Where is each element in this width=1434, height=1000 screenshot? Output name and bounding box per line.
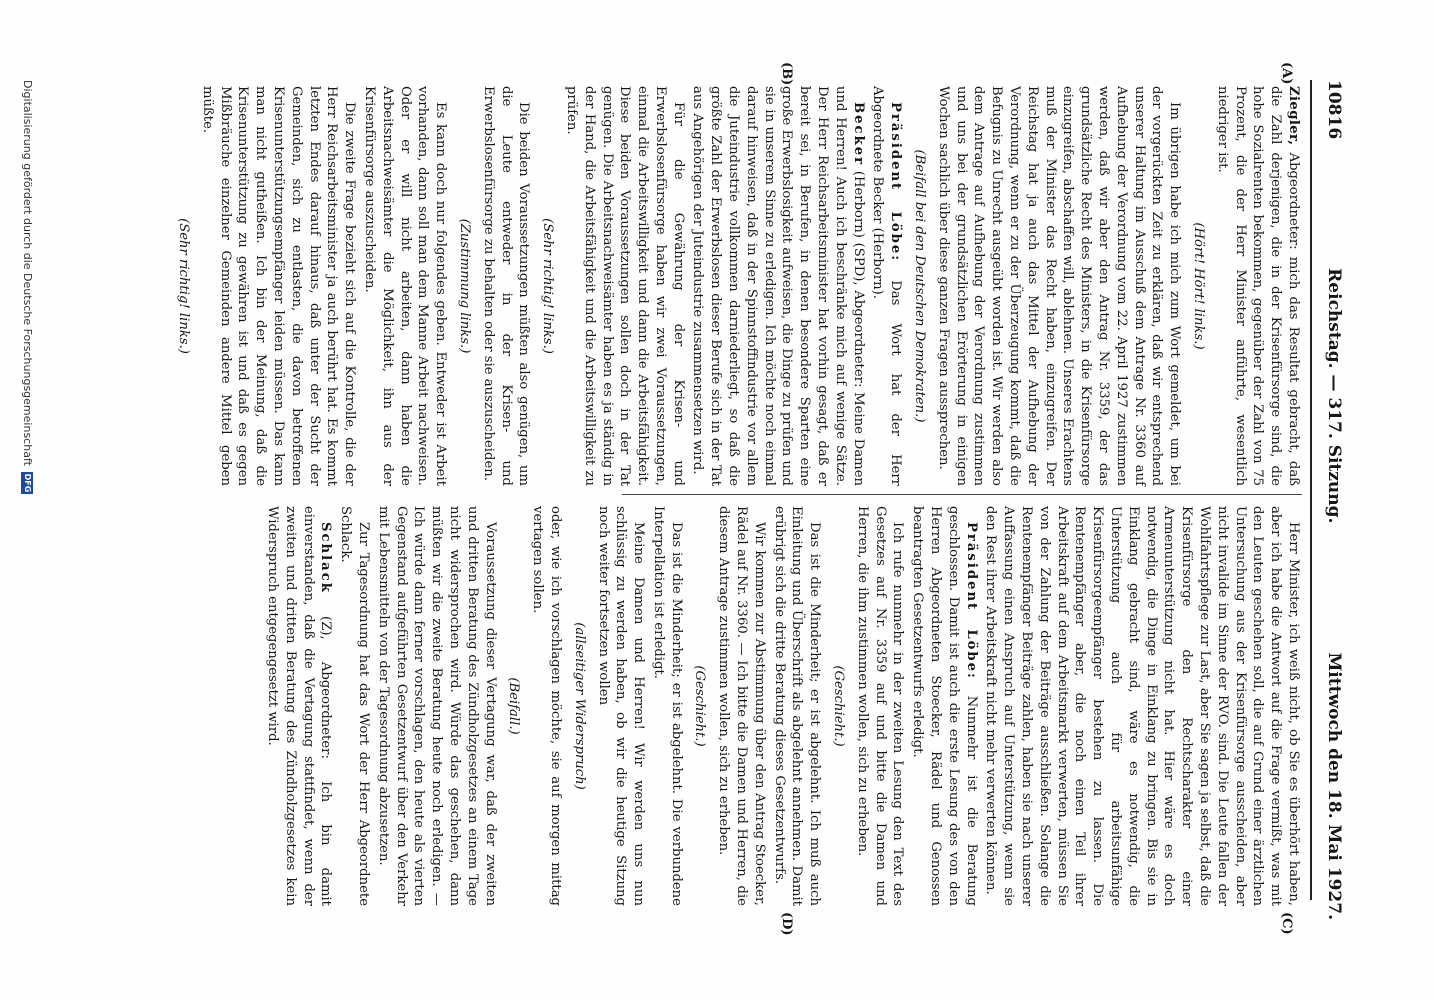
reaction: (Geschieht.) (692, 665, 708, 747)
paragraph: Für die Gewährung der Krisen- und Erwerbslosenfürsorge haben wir zwei Voraussetzungen, einmal die Arbeitswilligkeit und dann die Arbeitsfähigkeit. Diese beiden Voraussetzungen sollen doch in der Tat genügen. Die Arbeitsnachweisämter haben es ja ständig in der Hand, die Arbeitsfähigkeit und die Arbeitswilligkeit zu prüfen. (563, 86, 686, 486)
reaction: (Geschieht.) (831, 665, 847, 747)
paragraph: Ziegler, Abgeordneter: mich das Resultat gebracht, daß die Zahl derjenigen, die in der Krisenfürsorge sind, die hohe Sozialrenten bekommen, gegenüber der Zahl von 75 Prozent, die der Herr Minister anführte, wesentlich niedriger ist. (1214, 86, 1301, 486)
paragraph: Präsident Löbe: Das Wort hat der Herr Abgeordnete Becker (Herborn). (870, 86, 904, 486)
paragraph: Das ist die Minderheit; er ist abgelehnt. Ich muß auch Einleitung und Überschrift als abgelehnt annehmen. Damit erübrigt sich die dritte Beratung dieses Gesetzentwurfs. (771, 506, 823, 906)
right-column (261, 506, 1302, 906)
digitization-credit (21, 80, 34, 920)
speaker-name: Präsident Löbe: (963, 522, 979, 680)
margin-letter-d: (D) (779, 912, 794, 936)
paragraph: Zur Tagesordnung hat das Wort der Herr Abgeordnete Schlack. (338, 506, 371, 906)
dfg-logo: DFG (23, 473, 33, 493)
paragraph: Voraussetzung dieser Vertagung war, daß der zweiten und dritten Beratung des Zündholzgesetzes an einem Tage nicht widersprochen wird. Würde das geschehen, dann müßten wir die zweite Beratung heute noch erledigen. — Ich würde dann ferner vorschlagen, den heute als vierten Gegenstand aufgeführten Gesetzentwurf über den Verkehr mit Lebensmitteln von der Tagesordnung abzusetzen. (375, 506, 498, 906)
reaction: (Beifall.) (506, 677, 522, 735)
paragraph: Meine Damen und Herren! Wir werden uns nun schlüssig zu werden haben, ob wir die heutige Sitzung noch weiter fortsetzen wollen (595, 506, 647, 906)
paragraph: Das ist die Minderheit; er ist abgelehnt. Die verbundene Interpellation ist erledigt. (650, 506, 684, 906)
margin-letter-a: (A) (1279, 62, 1294, 85)
paragraph: Ich rufe nunmehr in der zweiten Lesung den Text des Gesetzes auf Nr. 3359 auf und bitte die Damen und Herren, die ihm zustimmen wollen, sich zu erheben. (854, 506, 906, 906)
paragraph: Die beiden Voraussetzungen müßten also genügen, um die Leute entweder in der Krisen- und Erwerbslosenfürsorge zu behalten oder sie auszuscheiden. (480, 86, 532, 486)
margin-letter-c: (C) (1279, 912, 1294, 935)
header-date: Mittwoch den 18. Mai 1927. (1324, 652, 1344, 920)
paragraph: oder, wie ich vorschlagen möchte, sie auf morgen mittag vertagen sollen. (530, 506, 563, 906)
paragraph: Becker (Herborn) (SPD), Abgeordneter: Meine Damen und Herren! Auch ich beschränke mich auf wenige Sätze. Der Herr Reichsarbeitsminister hat vorhin gesagt, daß er bereit sei, in Berufen, in denen besondere Sparten eine große Erwerbslosigkeit aufweisen, die Dinge zu prüfen und sie in unserem Sinne zu erledigen. Ich möchte noch einmal darauf hinweisen, daß in der Spinnstoffindustrie vor allem die Juteindustrie vollkommen darniederliegt, so daß die größte Zahl der Erwerbslosen dieser Berufe sich in der Tat aus Angehörigen der Juteindustrie zusammensetzen wird. (690, 86, 866, 486)
margin-letter-b: (B) (779, 62, 794, 86)
left-column (168, 86, 1302, 486)
header-rule (1310, 80, 1312, 900)
paragraph: Im übrigen habe ich mich zum Wort gemeldet, um bei der vorgerückten Zeit zu erklären, daß wir entsprechend unserer Haltung im Ausschuß dem Antrage Nr. 3360 auf Aufhebung der Verordnung vom 22. April 1927 zustimmen werden, daß wir aber den Antrag Nr. 3359, der das grundsätzliche Recht des Ministers, in die Krisenfürsorge einzugreifen, abschaffen will, ablehnen. Unseres Erachtens muß der Minister das Recht haben, einzugreifen. Der Reichstag hat ja auch das Mittel der Aufhebung der Verordnung, wenn er zu der Überzeugung kommt, daß die Befugnis zu Unrecht ausgeübt worden ist. Wir werden also dem Antrage auf Aufhebung der Verordnung zustimmen und uns bei der grundsätzlichen Erörterung in einigen Wochen sachlich über diese ganzen Fragen aussprechen. (935, 86, 1183, 486)
paragraph: Herr Minister, ich weiß nicht, ob Sie es überhört haben, aber ich habe die Antwort auf die Frage vermißt, was mit den Leuten geschehen soll, die auf Grund einer ärztlichen Untersuchung aus der Krisenfürsorge ausscheiden, aber nicht invalide im Sinne der RVO. sind. Die Leute fallen der Wohlfahrtspflege zur Last, aber Sie sagen ja selbst, daß die Krisenfürsorge den Rechtscharakter einer Armenunterstützung nicht hat. Hier wäre es doch notwendig, die Dinge in Einklang zu bringen. Bis sie in Einklang gebracht sind, wäre es notwendig, die Unterstützung auch für arbeitsunfähige Krisenfürsorgeempfänger bestehen zu lassen. Die Rentenempfänger aber, die noch einen Teil ihrer Arbeitskraft auf dem Arbeitsmarkt verwerten, müssen Sie von der Zahlung der Beiträge ausschließen. Solange die Rentenempfänger Beiträge zahlen, haben sie nach unserer Auffassung einen Anspruch auf Unterstützung, wenn sie den Rest ihrer Arbeitskraft nicht mehr verwerten können. (983, 506, 1301, 906)
speaker-name: Becker (850, 102, 866, 167)
reaction: (Hört! Hört! links.) (1191, 222, 1207, 350)
page-number: 10816 (1324, 80, 1344, 140)
paragraph: Präsident Löbe: Nunmehr ist die Beratung geschlossen. Damit ist auch die erste Lesung des von den Herren Abgeordneten Stoecker, Rädel und Genossen beantragten Gesetzentwurfs erledigt. (910, 506, 979, 906)
reaction: (Beifall bei den Deutschen Demokraten.) (912, 149, 928, 423)
paragraph: Es kann doch nur folgendes geben. Entweder ist Arbeit vorhanden, dann soll man dem Manne Arbeit nachweisen. Oder er will nicht arbeiten, dann haben die Arbeitsnachweisämter die Möglichkeit, ihn aus der Krisenfürsorge auszuscheiden. (361, 86, 449, 486)
speaker-role: Abgeordneter: (1286, 152, 1301, 250)
speaker-name: Präsident Löbe: (888, 102, 904, 263)
column-divider (622, 494, 1302, 495)
reaction: (allseitiger Widerspruch) (571, 622, 587, 790)
page-header (1318, 80, 1350, 920)
credit-text: Digitalisierung gefördert durch die Deutsche Forschungsgemeinschaft (21, 80, 34, 466)
paragraph: Schlack (Z), Abgeordneter: Ich bin damit einverstanden, daß die Vertagung stattfindet, wenn der zweiten und dritten Beratung des Zündholzgesetzes kein Widerspruch entgegengesetzt wird. (264, 506, 334, 906)
paragraph: Die zweite Frage bezieht sich auf die Kontrolle, die der Herr Reichsarbeitsminister ja auch berührt hat. Es kommt letzten Endes darauf hinaus, daß unter der Sucht der Gemeinden, sich zu entlasten, die davon betroffenen Krisenunterstützungsempfänger leiden müssen. Das kann man nicht gutheißen. Ich bin der Meinung, daß die Krisenunterstützung zu gewähren ist und daß es gegen Mißbräuche einzelner Gemeinden andere Mittel geben müßte. (199, 86, 358, 486)
header-title: Reichstag. — 317. Sitzung. (1324, 268, 1344, 524)
paragraph: Wir kommen zur Abstimmung über den Antrag Stoecker, Rädel auf Nr. 3360. — Ich bitte die Damen und Herren, die diesem Antrage zustimmen wollen, sich zu erheben. (716, 506, 767, 906)
reaction: (Sehr richtig! links.) (540, 218, 556, 354)
speaker-name: Ziegler, (1286, 86, 1301, 146)
speaker-name: Schlack (318, 522, 334, 594)
reaction: (Sehr richtig! links.) (175, 218, 191, 354)
reaction: (Zustimmung links.) (456, 218, 472, 354)
